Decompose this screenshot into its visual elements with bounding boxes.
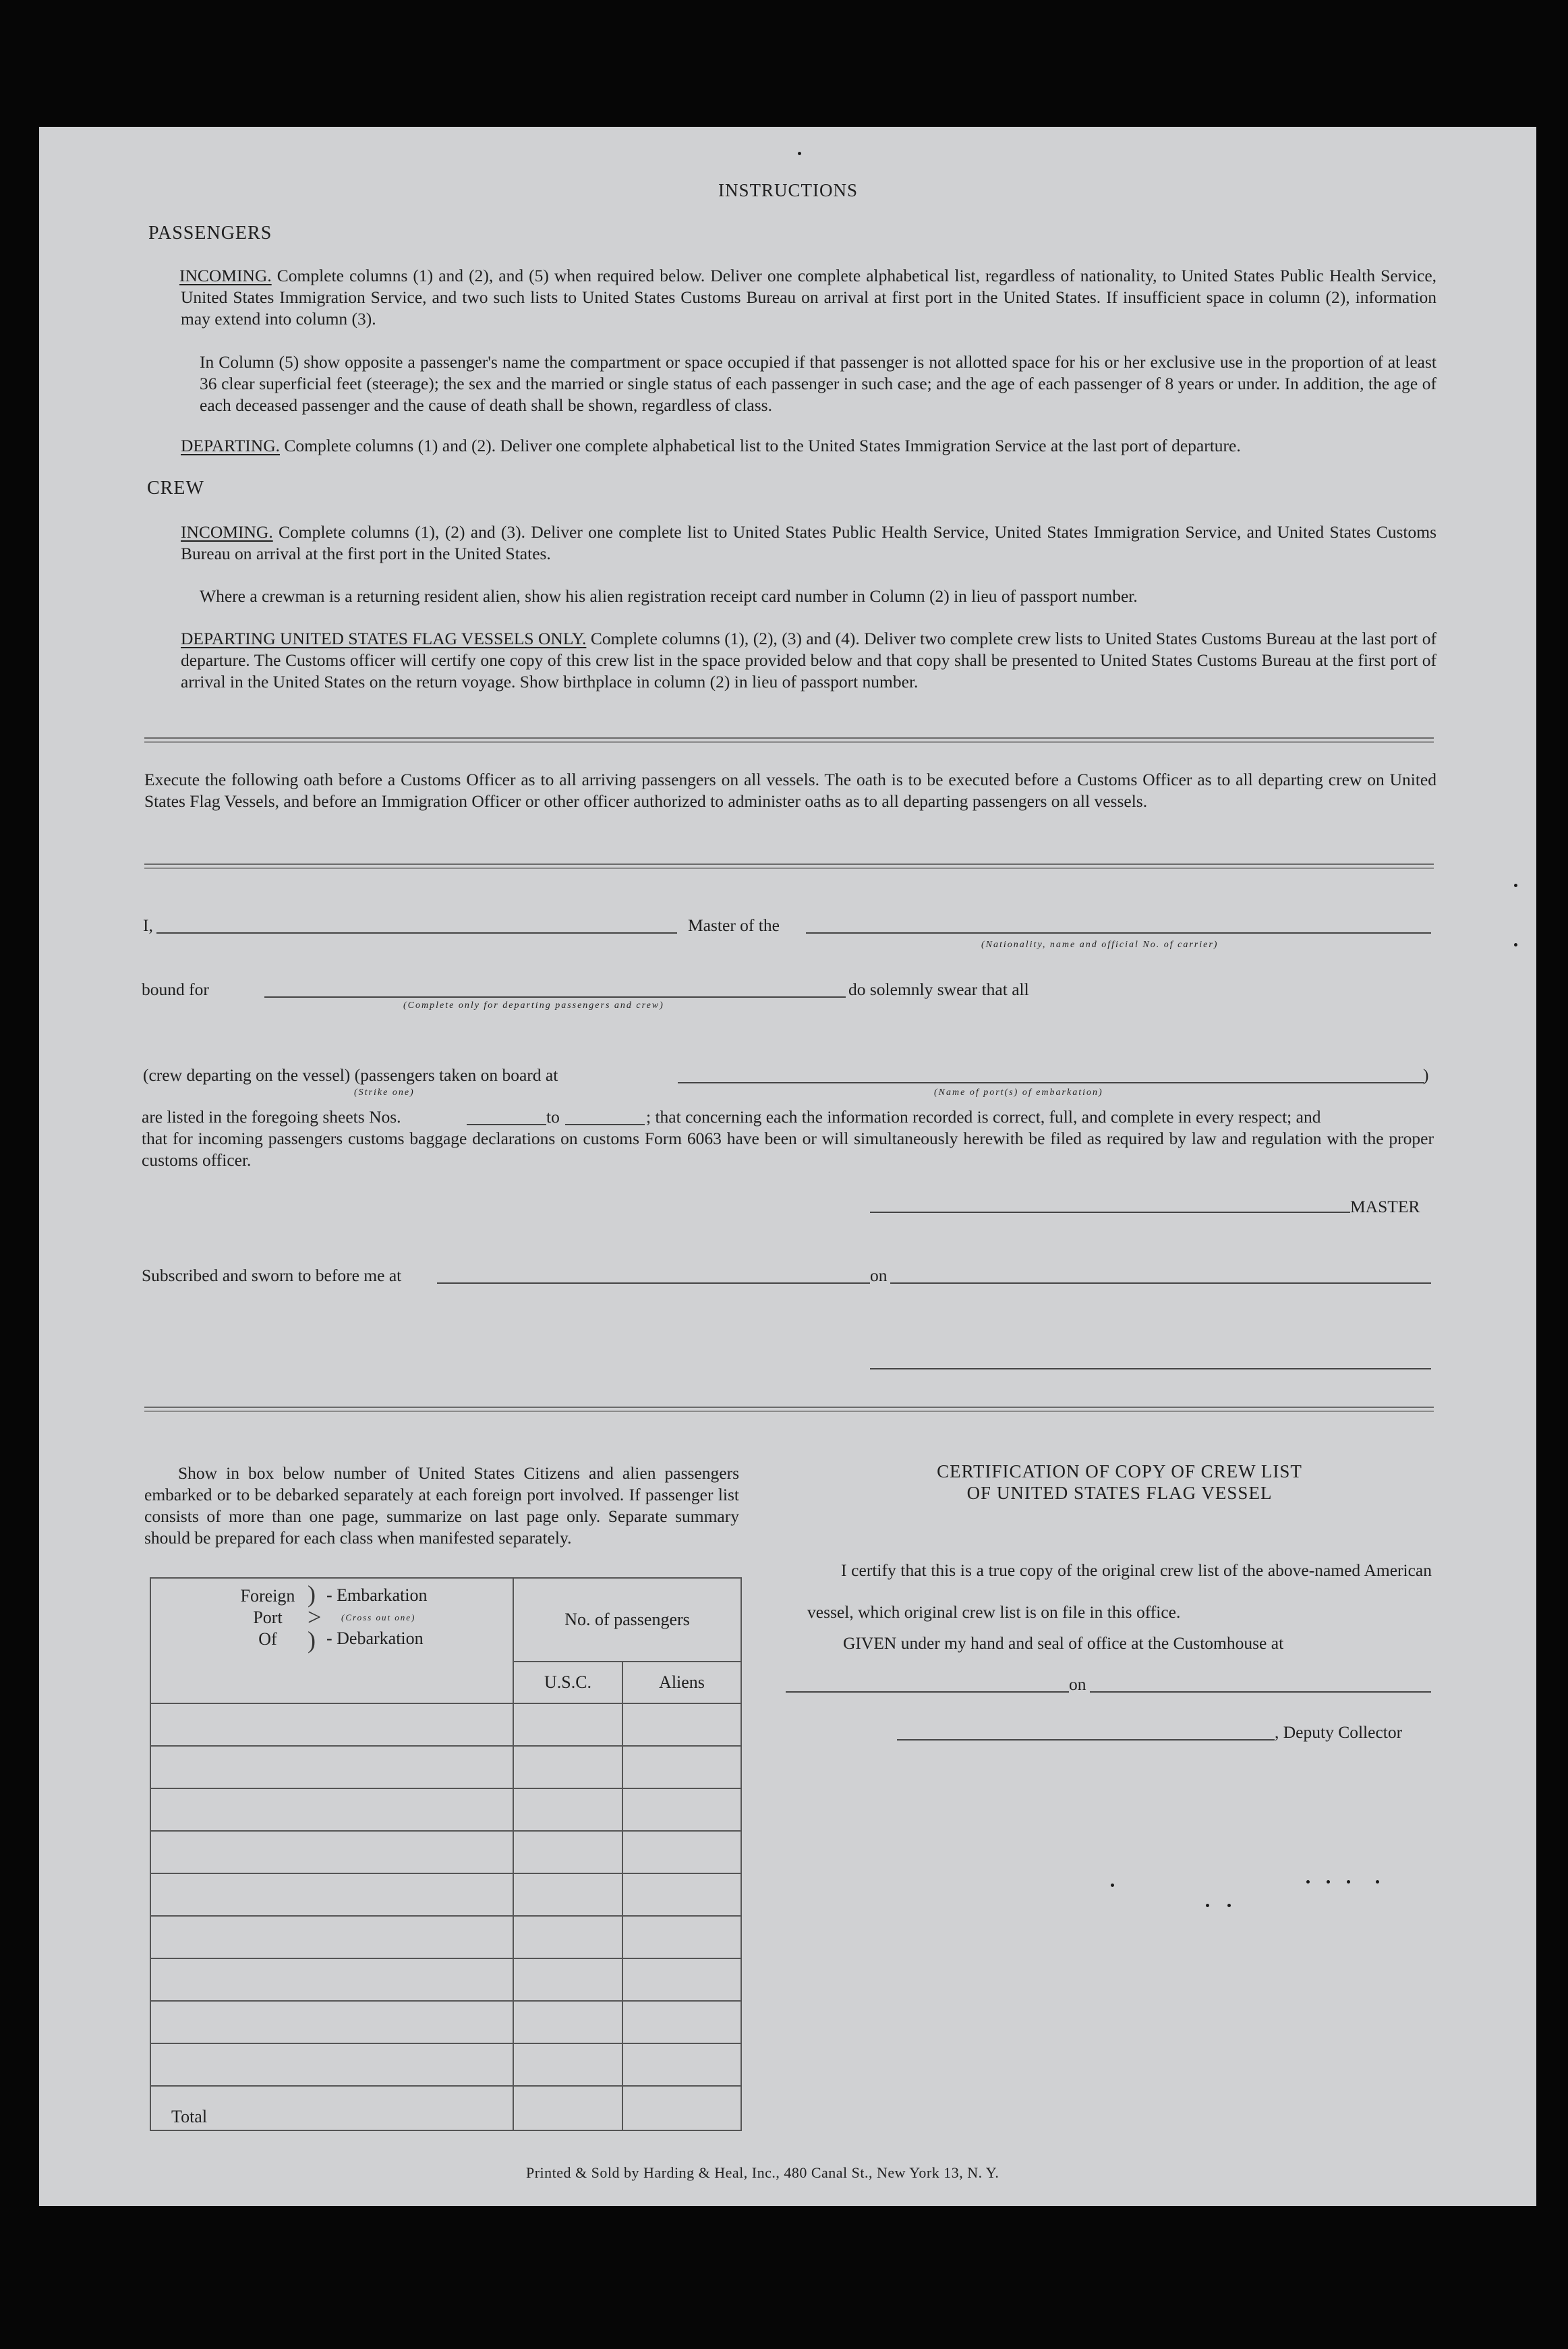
total-label: Total xyxy=(150,2086,513,2130)
crew-heading: CREW xyxy=(147,478,204,499)
scan-speck xyxy=(1514,884,1517,887)
deputy-collector-label: , Deputy Collector xyxy=(1275,1722,1403,1742)
passengers-incoming-text: Complete columns (1) and (2), and (5) when required below. Deliver one complete alphabetical list, regardless of nationality, to United States Public Health Service, United States Immigration Service, and two such lists to United States Customs Bureau on arrival at first port in the United States. If insufficient space in column (2), information may extend into column (3). xyxy=(181,266,1437,329)
double-rule xyxy=(144,864,1434,869)
table-row xyxy=(150,1831,741,1873)
given-text: GIVEN under my hand and seal of office at the Customhouse at xyxy=(843,1633,1284,1653)
instructions-title: INSTRUCTIONS xyxy=(718,180,859,200)
scan-speck xyxy=(1111,1884,1114,1887)
crew-resident-paragraph: Where a crewman is a returning resident alien, show his alien registration receipt card number in Column (2) in lieu of passport number. xyxy=(200,586,1138,606)
sheet-from-line[interactable] xyxy=(467,1124,546,1125)
ports-note: (Name of port(s) of embarkation) xyxy=(934,1087,1103,1098)
master-signature-line[interactable] xyxy=(870,1212,1350,1213)
master-of-label: Master of the xyxy=(688,915,780,935)
sworn-date-line[interactable] xyxy=(890,1282,1431,1284)
foreign-port-header xyxy=(150,1578,513,1703)
officer-signature-line[interactable] xyxy=(870,1368,1431,1369)
embarkation-label: - Embarkation xyxy=(326,1585,428,1605)
table-row xyxy=(150,1703,741,1746)
master-signature-label: MASTER xyxy=(1350,1197,1420,1216)
certification-title xyxy=(870,1461,1369,1504)
scan-speck xyxy=(1206,1904,1209,1907)
no-passengers-header: No. of passengers xyxy=(513,1578,741,1662)
certification-title-line-2: OF UNITED STATES FLAG VESSEL xyxy=(966,1483,1273,1503)
listed-text-c: that for incoming passengers customs baggage declarations on customs Form 6063 have been or will simultaneously herewith be filed as required by law and regulation with the proper customs officer. xyxy=(142,1129,1434,1170)
scan-speck xyxy=(1514,943,1517,946)
double-rule xyxy=(144,737,1434,743)
passengers-departing-paragraph xyxy=(181,435,1436,457)
scan-speck xyxy=(1306,1880,1310,1884)
strike-one-note: (Strike one) xyxy=(354,1087,415,1098)
total-row xyxy=(150,2086,741,2130)
cert-date-line[interactable] xyxy=(1090,1691,1431,1693)
crew-incoming-label: INCOMING. xyxy=(181,522,273,542)
crew-departing-text: Complete columns (1), (2), (3) and (4). Deliver two complete crew lists to United States Customs Bureau at the last port of departure. The Customs officer will certify one copy of this crew list in the space provided below and that copy shall be presented to United States Customs Bureau at the first port of arrival in the United States on the return voyage. Show birthplace in column (2) in lieu of passport number. xyxy=(181,629,1437,691)
crew-incoming-paragraph xyxy=(181,521,1436,565)
scan-speck xyxy=(1227,1904,1231,1907)
oath-intro: Execute the following oath before a Customs Officer as to all arriving passengers on all vessels. The oath is to be executed before a Customs Officer as to all departing crew on United States Flag Vessels, and before an Immigration Officer or other officer authorized to administer oaths as to all departing passengers on all vessels. xyxy=(144,770,1436,811)
i-label: I, xyxy=(143,915,153,935)
crew-departing-text: (crew departing on the vessel) (passengers taken on board at xyxy=(143,1065,558,1085)
table-row xyxy=(150,1958,741,2001)
summary-text: Show in box below number of United States Citizens and alien passengers embarked or to be debarked separately at each foreign port involved. If passenger list consists of more than one page, summarize on last page only. Separate summary should be prepared for each class when manifested separately. xyxy=(144,1463,739,1548)
aliens-header: Aliens xyxy=(622,1662,741,1703)
passengers-incoming-label: INCOMING. xyxy=(179,266,272,285)
close-paren: ) xyxy=(1423,1065,1429,1085)
nationality-note: (Nationality, name and official No. of carrier) xyxy=(981,940,1219,950)
passengers-departing-text: Complete columns (1) and (2). Deliver one complete alphabetical list to the United States Immigration Service at the last port of departure. xyxy=(284,436,1241,455)
crew-departing-paragraph xyxy=(181,628,1436,693)
port-label: Port xyxy=(253,1608,283,1627)
deputy-signature-line[interactable] xyxy=(897,1739,1275,1740)
crew-departing-label: DEPARTING UNITED STATES FLAG VESSELS ONLY. xyxy=(181,629,587,648)
passengers-heading: PASSENGERS xyxy=(148,223,272,244)
listed-text-a: are listed in the foregoing sheets Nos. xyxy=(142,1107,401,1127)
table-row xyxy=(150,2001,741,2043)
bound-for-line[interactable] xyxy=(264,996,846,998)
passengers-column5-paragraph: In Column (5) show opposite a passenger's name the compartment or space occupied if that passenger is not allotted space for his or her exclusive use in the proportion of at least 36 clear superficial feet (steerage); the sex and the married or single status of each passenger in such case; and the age of each passenger of 8 years or under. In addition, the age of each deceased passenger and the cause of death shall be shown, regardless of class. xyxy=(200,352,1436,415)
table-row xyxy=(150,1746,741,1788)
cert-on-label: on xyxy=(1069,1674,1086,1694)
of-label: Of xyxy=(258,1629,277,1649)
cross-out-note: (Cross out one) xyxy=(341,1612,416,1622)
crew-incoming-text: Complete columns (1), (2) and (3). Deliver one complete list to United States Public Health Service, United States Immigration Service, and United States Customs Bureau on arrival at the first port in the United States. xyxy=(181,522,1437,563)
scan-speck xyxy=(1327,1880,1330,1884)
table-row xyxy=(150,2043,741,2086)
printer-footer: Printed & Sold by Harding & Heal, Inc., 480 Canal St., New York 13, N. Y. xyxy=(526,2164,999,2181)
debarkation-label: - Debarkation xyxy=(326,1629,424,1648)
scan-speck xyxy=(1347,1880,1350,1884)
double-rule xyxy=(144,1407,1434,1412)
certification-title-line-1: CERTIFICATION OF COPY OF CREW LIST xyxy=(937,1461,1302,1481)
table-row xyxy=(150,1873,741,1916)
customhouse-line[interactable] xyxy=(786,1691,1069,1693)
foreign-label: Foreign xyxy=(240,1586,295,1606)
listed-to: to xyxy=(546,1107,560,1127)
bound-for-label: bound for xyxy=(142,980,209,999)
listed-text-b: ; that concerning each the information recorded is correct, full, and complete in every respect; and xyxy=(646,1107,1321,1127)
table-row xyxy=(150,1788,741,1831)
usc-header: U.S.C. xyxy=(513,1662,622,1703)
sworn-on-label: on xyxy=(870,1266,888,1285)
passengers-incoming-paragraph xyxy=(181,265,1436,330)
sheet-to-line[interactable] xyxy=(565,1124,645,1125)
scan-speck xyxy=(798,152,801,155)
embarkation-port-line[interactable] xyxy=(678,1082,1424,1083)
table-row xyxy=(150,1916,741,1958)
brace-glyph: ) > ) xyxy=(308,1581,322,1653)
passengers-departing-label: DEPARTING. xyxy=(181,436,280,455)
passenger-summary-table xyxy=(150,1577,742,2131)
subscribed-text: Subscribed and sworn to before me at xyxy=(142,1266,402,1285)
scan-speck xyxy=(1376,1880,1379,1884)
departing-note: (Complete only for departing passengers and crew) xyxy=(403,1000,664,1011)
sworn-place-line[interactable] xyxy=(437,1282,870,1284)
certify-text: I certify that this is a true copy of the original crew list of the above-named American vessel, which original crew list is on file in this office. xyxy=(807,1560,1432,1622)
master-name-line[interactable] xyxy=(156,932,677,934)
vessel-line[interactable] xyxy=(806,932,1431,934)
swear-text: do solemnly swear that all xyxy=(848,980,1029,999)
